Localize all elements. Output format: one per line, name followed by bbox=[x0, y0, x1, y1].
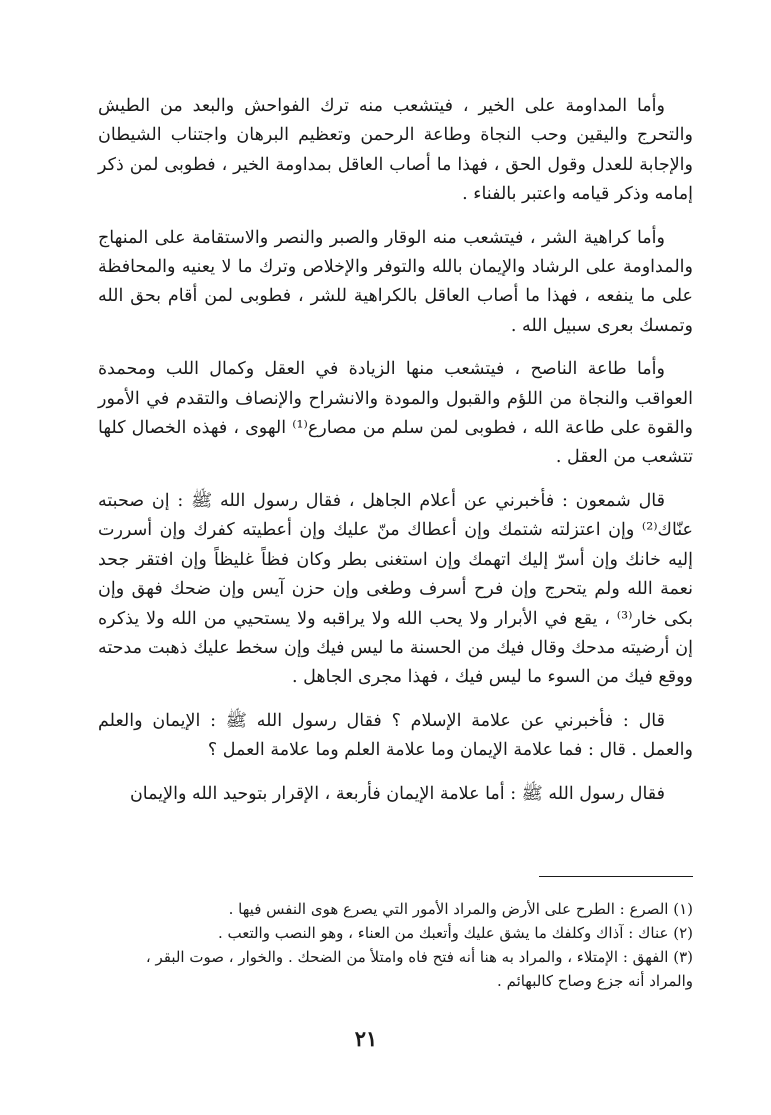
footnote-3 bbox=[98, 945, 693, 993]
paragraph-5: قال : فأخبرني عن علامة الإسلام ؟ فقال رسول الله ﷺ : الإيمان والعلم والعمل . قال : فما علامة الإيمان وما علامة العلم وما علامة العمل ؟ bbox=[98, 710, 693, 761]
footnote-number: (٢) bbox=[673, 924, 693, 942]
footnote-text: عناك : آذاك وكلفك ما يشق عليك وأتعبك من العناء ، وهو النصب والتعب . bbox=[217, 924, 669, 942]
paragraph-4: قال شمعون : فأخبرني عن أعلام الجاهل ، فقال رسول الله ﷺ : إن صحبته عنّاك⁽²⁾ وإن اعتزلته شتمك وإن أعطاك منّ عليك وإن أعطيته كفرك وإن أسررت إليه خانك وإن أسرّ إليك اتهمك وإن استغنى بطر وكان فظاً غليظاً وإن افتقر جحد نعمة الله ولم يتحرج وإن فرح أسرف وطغى وإن حزن آيس وإن ضحك فهق وإن بكى خار⁽³⁾ ، يقع في الأبرار ولا يحب الله ولا يراقبه ولا يستحيي من الله ولا يذكره إن أرضيته مدحك وقال فيك من الحسنة ما ليس فيك وإن سخط عليك ذهبت مدحته ووقع فيك من السوء ما ليس فيك ، فهذا مجرى الجاهل . bbox=[98, 490, 693, 688]
footnote-number: (٣) bbox=[673, 948, 693, 966]
footnote-1 bbox=[98, 897, 693, 921]
paragraph-6: فقال رسول الله ﷺ : أما علامة الإيمان فأربعة ، الإقرار بتوحيد الله والإيمان bbox=[129, 783, 665, 804]
paragraph-3: وأما طاعة الناصح ، فيتشعب منها الزيادة في العقل وكمال اللب ومحمدة العواقب والنجاة من اللؤم والقبول والمودة والانشراح والإنصاف والتقدم في الأمور والقوة على طاعة الله ، فطوبى لمن سلم من مصارع⁽¹⁾ الهوى ، فهذه الخصال كلها تتشعب من العقل . bbox=[98, 359, 693, 468]
footnotes bbox=[98, 897, 693, 993]
footnote-number: (١) bbox=[673, 900, 693, 918]
paragraph-2: وأما كراهية الشر ، فيتشعب منه الوقار والصبر والنصر والاستقامة على المنهاج والمداومة على الرشاد والإيمان بالله والتوفر والإخلاص وترك ما لا يعنيه والمحافظة على ما ينفعه ، فهذا ما أصاب العاقل بالكراهية للشر ، فطوبى لمن أقام بحق الله وتمسك بعرى سبيل الله . bbox=[98, 227, 693, 336]
paragraph-1: وأما المداومة على الخير ، فيتشعب منه ترك الفواحش والبعد من الطيش والتحرج واليقين وحب النجاة وطاعة الرحمن وتعظيم البرهان واجتناب الشيطان والإجابة للعدل وقول الحق ، فهذا ما أصاب العاقل بمداومة الخير ، فطوبى لمن ذكر إمامه وذكر قيامه واعتبر بالفناء . bbox=[98, 96, 693, 205]
footnote-2 bbox=[98, 921, 693, 945]
main-text bbox=[98, 92, 693, 823]
footnote-text: الصرع : الطرح على الأرض والمراد الأمور التي يصرع هوى النفس فيها . bbox=[228, 900, 669, 918]
page-number: ٢١ bbox=[354, 1026, 378, 1051]
footnote-text: الفهق : الإمتلاء ، والمراد به هنا أنه فتح فاه وامتلأ من الضحك . والخوار ، صوت البقر ، والمراد أنه جزع وصاح كالبهائم . bbox=[145, 948, 693, 990]
footnote-separator bbox=[539, 876, 693, 877]
